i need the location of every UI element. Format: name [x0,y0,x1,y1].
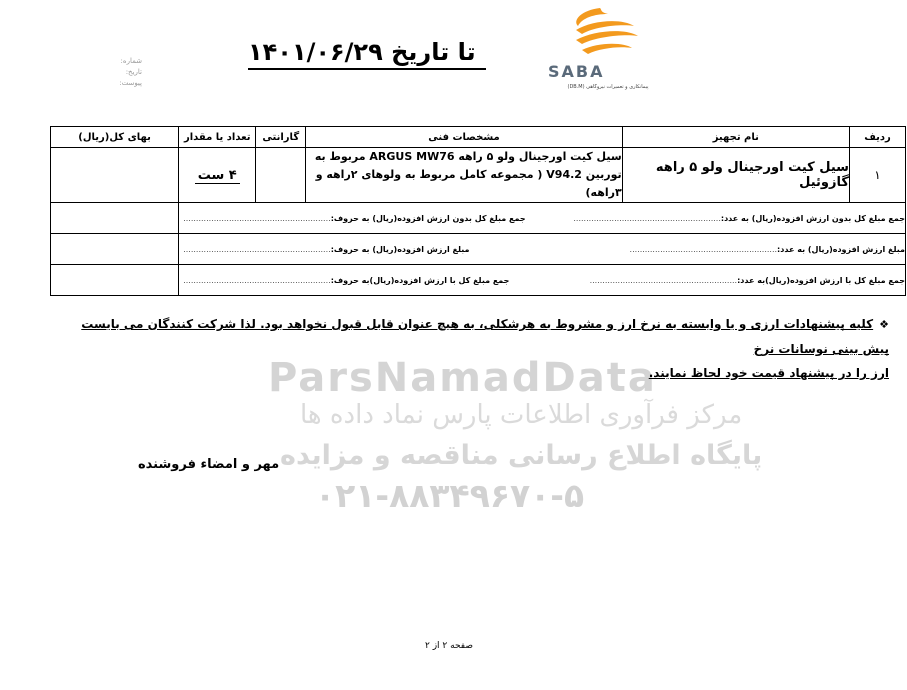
meta-date: تاریخ: [125,68,142,76]
sum-label-words: مبلغ ارزش افزوده(ریال) به حروف: [330,244,470,254]
header-spec: مشخصات فنی [306,127,622,148]
row-price[interactable] [51,148,179,203]
note-line-1: کلیه پیشنهادات ارزی و یا وابسته به نرخ ارز و مشروط به هرشکلی، به هیچ عنوان قابل قبول نخواهد بود. لذا شرکت کنندگان می بایست پیش بینی نوسانات نرخ [81,317,889,356]
row-qty-value: ۴ ست [195,168,240,184]
sum-label-cell [179,203,906,234]
header-qty: تعداد یا مقدار [179,127,256,148]
sum-row [51,203,906,234]
sum-label-words: جمع مبلغ کل با ارزش افزوده(ریال)به حروف: [330,275,510,285]
row-qty [179,148,256,203]
sum-row [51,234,906,265]
header-guarantee: گارانتی [256,127,306,148]
logo-name: SABA [548,62,605,81]
dots: .......................................................... [183,275,331,285]
deadline-date-title: تا تاریخ ۱۴۰۱/۰۶/۲۹ [248,38,486,70]
watermark-brand: ParsNamadData [268,355,657,401]
dots: .......................................................... [183,213,331,223]
table-header-row [51,127,906,148]
saba-logo [542,4,672,96]
header-price: بهای کل(ریال) [51,127,179,148]
sum-label-words: جمع مبلغ کل بدون ارزش افزوده(ریال) به حروف: [330,213,526,223]
sum-label-amount: جمع مبلغ کل با ارزش افزوده(ریال)به عدد: [737,275,905,285]
dots: .......................................................... [589,275,738,285]
note-line-2: ارز را در پیشنهاد قیمت خود لحاظ نمایند. [648,366,889,380]
watermark-line-2: پایگاه اطلاع رسانی مناقصه و مزایده [280,440,763,471]
dots: .......................................................... [183,244,331,254]
meta-attachment: پیوست: [119,79,142,87]
row-index: ۱ [849,148,905,203]
sum-value-cell[interactable] [51,234,179,265]
watermark-line-1: مرکز فرآوری اطلاعات پارس نماد داده ها [300,400,743,430]
header-index: ردیف [849,127,905,148]
sum-label-amount: مبلغ ارزش افزوده(ریال) به عدد: [777,244,905,254]
sum-label-cell [179,234,906,265]
sum-label-amount: جمع مبلغ کل بدون ارزش افزوده(ریال) به عدد: [720,213,905,223]
watermark-phone: ۰۲۱-۸۸۳۴۹۶۷۰-۵ [315,476,585,515]
dots: .......................................................... [629,244,778,254]
items-table [50,126,906,296]
row-name: سیل کیت اورجینال ولو ۵ راهه گازوئیل [622,148,849,203]
seller-signature-label: مهر و امضاء فروشنده [138,457,280,472]
diamond-bullet-icon: ❖ [879,318,889,331]
row-spec [306,148,622,203]
row-spec-line-1: سیل کیت اورجینال ولو ۵ راهه ARGUS MW76 مربوط به [314,150,622,163]
row-guarantee[interactable] [256,148,306,203]
table-row [51,148,906,203]
sum-label-cell [179,265,906,296]
logo-subtitle: پیمانکاری و تعمیرات نیروگاهی (DB.M) [567,84,649,90]
document-meta [97,57,142,90]
dots: .......................................................... [573,213,721,223]
sum-value-cell[interactable] [51,203,179,234]
sum-value-cell[interactable] [51,265,179,296]
sum-row [51,265,906,296]
page-number: صفحه ۲ از ۲ [425,641,473,651]
row-spec-line-2: توربین V94.2 ( مجموعه کامل مربوط به ولوهای ۲راهه و ۳راهه) [315,168,622,199]
currency-note [55,312,889,385]
header-name: نام تجهیز [622,127,849,148]
meta-number: شماره: [120,57,142,65]
